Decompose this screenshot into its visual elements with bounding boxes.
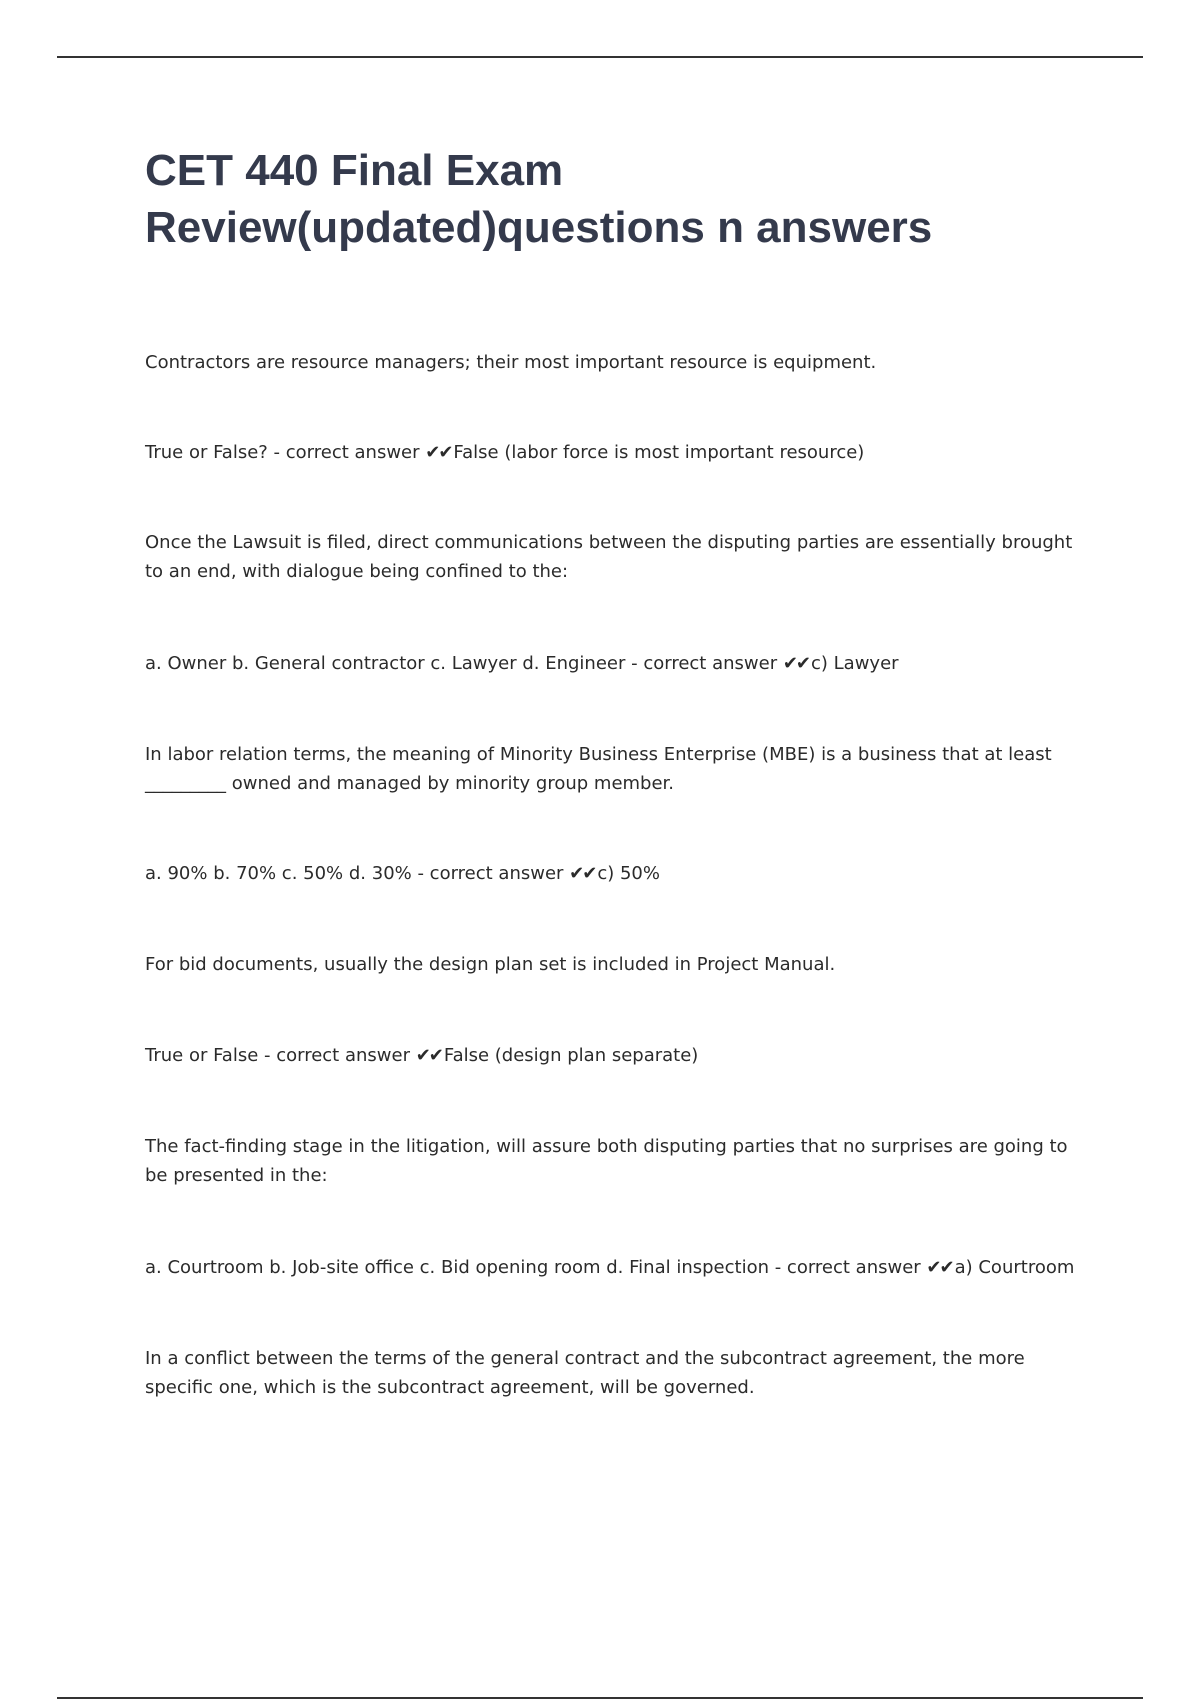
- answer-text: c) 50%: [597, 863, 660, 884]
- answer-1: [145, 438, 1095, 467]
- answer-prefix: a. Owner b. General contractor c. Lawyer d. Engineer - correct answer: [145, 653, 783, 674]
- answer-text: a) Courtroom: [954, 1257, 1075, 1278]
- answer-text: False (labor force is most important resource): [453, 442, 865, 463]
- question-2: Once the Lawsuit is filed, direct communications between the disputing parties are essentially brought to an end, with dialogue being confined to the:: [145, 532, 1073, 582]
- checkmark-icon: ✔✔: [782, 653, 809, 674]
- top-rule: [57, 56, 1143, 58]
- answer-prefix: a. 90% b. 70% c. 50% d. 30% - correct answer: [145, 863, 570, 884]
- answer-prefix: a. Courtroom b. Job-site office c. Bid opening room d. Final inspection - correct answer: [145, 1257, 927, 1278]
- checkmark-icon: ✔✔: [415, 1045, 442, 1066]
- answer-text: c) Lawyer: [811, 653, 899, 674]
- answer-prefix: True or False - correct answer: [145, 1045, 416, 1066]
- checkmark-icon: ✔✔: [569, 863, 596, 884]
- answer-5: [145, 1253, 1095, 1282]
- checkmark-icon: ✔✔: [425, 442, 452, 463]
- question-5: The fact-finding stage in the litigation, will assure both disputing parties that no surprises are going to be presented in the:: [145, 1136, 1068, 1186]
- question-3: In labor relation terms, the meaning of Minority Business Enterprise (MBE) is a business that at least _________ owned and managed by minority group member.: [145, 744, 1052, 794]
- question-4: For bid documents, usually the design plan set is included in Project Manual.: [145, 954, 836, 975]
- answer-4: [145, 1041, 1095, 1070]
- answer-prefix: True or False? - correct answer: [145, 442, 426, 463]
- question-6: In a conflict between the terms of the general contract and the subcontract agreement, the more specific one, which is the subcontract agreement, will be governed.: [145, 1348, 1025, 1398]
- answer-text: False (design plan separate): [443, 1045, 699, 1066]
- answer-2: [145, 649, 1095, 678]
- question-1: Contractors are resource managers; their most important resource is equipment.: [145, 352, 877, 373]
- answer-3: [145, 859, 1095, 888]
- checkmark-icon: ✔✔: [926, 1257, 953, 1278]
- page-title: CET 440 Final Exam Review(updated)questions n answers: [145, 146, 933, 252]
- bottom-rule: [57, 1697, 1143, 1699]
